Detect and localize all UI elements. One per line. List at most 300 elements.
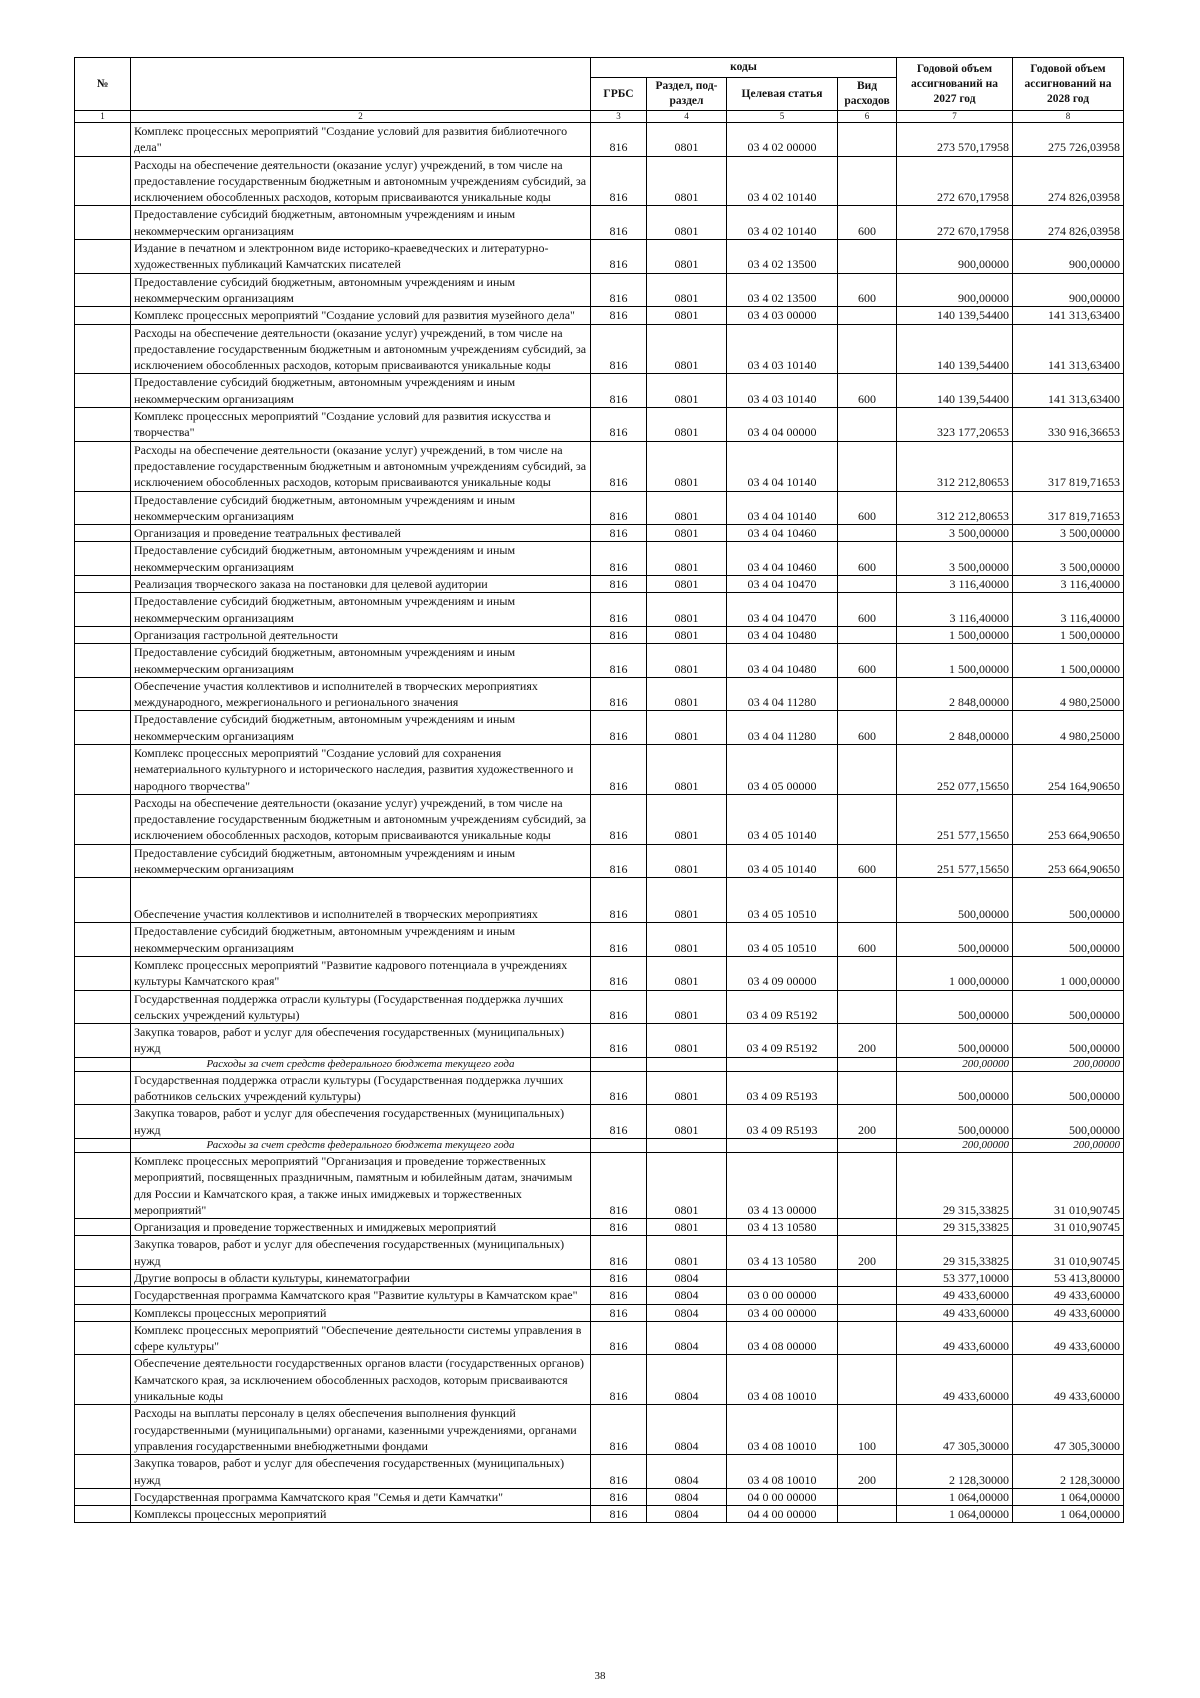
cell-description: Комплекс процессных мероприятий "Создание условий для развития библиотечного дела" [131,123,591,157]
cell-razdel: 0804 [647,1506,727,1523]
cell-target: 03 4 05 10140 [727,794,838,844]
table-row [75,206,1124,240]
cell-razdel: 0801 [647,123,727,157]
cell-target: 03 4 04 10460 [727,542,838,576]
table-row [75,626,1124,643]
cell-description: Обеспечение участия коллективов и исполнителей в творческих мероприятиях международного, межрегионального и регионального значения [131,677,591,711]
cell-target: 03 4 13 00000 [727,1152,838,1218]
cell-grbs [591,1057,647,1071]
cell-description: Организация и проведение театральных фестивалей [131,525,591,542]
cell-vid: 600 [838,491,897,525]
cell-target: 03 4 04 10140 [727,441,838,491]
cell-razdel: 0801 [647,844,727,878]
cell-number [75,1152,131,1218]
cell-target: 03 4 04 10470 [727,593,838,627]
cell-target: 03 4 02 10140 [727,156,838,206]
cell-number [75,273,131,307]
cell-razdel: 0801 [647,542,727,576]
cell-2028: 1 500,00000 [1013,644,1124,678]
cell-vid: 200 [838,1105,897,1139]
cell-target: 03 4 04 10140 [727,491,838,525]
cell-razdel: 0804 [647,1455,727,1489]
cell-grbs: 816 [591,923,647,957]
cell-razdel: 0804 [647,1270,727,1287]
cell-grbs: 816 [591,1236,647,1270]
table-row [75,1488,1124,1505]
cell-target: 03 4 09 R5192 [727,990,838,1024]
cell-description: Расходы на выплаты персоналу в целях обеспечения выполнения функций государственными (муниципальными) органами, казенными учреждениями, органами управления государственными внебюджетными фондами [131,1405,591,1455]
cell-number [75,593,131,627]
cell-2027: 1 064,00000 [897,1488,1013,1505]
table-row [75,644,1124,678]
cell-razdel: 0804 [647,1355,727,1405]
cell-2028: 500,00000 [1013,1024,1124,1058]
cell-grbs: 816 [591,1455,647,1489]
cell-number [75,644,131,678]
cell-target: 04 4 00 00000 [727,1506,838,1523]
cell-2028: 141 313,63400 [1013,324,1124,374]
table-row [75,794,1124,844]
cell-razdel: 0801 [647,273,727,307]
cell-2027: 3 500,00000 [897,542,1013,576]
cell-vid [838,1270,897,1287]
cell-2028: 31 010,90745 [1013,1219,1124,1236]
cell-2027: 49 433,60000 [897,1321,1013,1355]
cell-razdel [647,1057,727,1071]
table-row [75,240,1124,274]
cell-grbs: 816 [591,1152,647,1218]
header-number: № [75,58,131,111]
cell-2027: 140 139,54400 [897,324,1013,374]
cell-2027: 900,00000 [897,240,1013,274]
cell-2028: 47 305,30000 [1013,1405,1124,1455]
cell-vid [838,240,897,274]
cell-number [75,844,131,878]
cell-number [75,626,131,643]
cell-target: 03 4 02 10140 [727,206,838,240]
cell-2027: 500,00000 [897,1105,1013,1139]
cell-number [75,677,131,711]
cell-target: 03 0 00 00000 [727,1287,838,1304]
cell-target: 03 4 05 00000 [727,744,838,794]
header-codes-group: коды [591,58,897,78]
table-row [75,744,1124,794]
column-number-row [75,111,1124,123]
table-row [75,990,1124,1024]
cell-2027: 2 848,00000 [897,711,1013,745]
cell-target [727,1138,838,1152]
cell-grbs: 816 [591,644,647,678]
cell-description: Расходы на обеспечение деятельности (оказание услуг) учреждений, в том числе на предоставление государственным бюджетным и автономным учреждениям субсидий, за исключением обособленных расходов, которым присваиваются уникальные коды [131,794,591,844]
cell-target: 03 4 03 10140 [727,324,838,374]
cell-grbs: 816 [591,542,647,576]
cell-razdel: 0801 [647,644,727,678]
cell-2028: 500,00000 [1013,923,1124,957]
cell-number [75,1024,131,1058]
cell-target: 03 4 05 10140 [727,844,838,878]
table-row [75,878,1124,923]
cell-grbs: 816 [591,1355,647,1405]
cell-vid [838,956,897,990]
cell-razdel: 0801 [647,576,727,593]
column-number: 7 [897,111,1013,123]
cell-target: 03 4 09 R5193 [727,1105,838,1139]
header-grbs: ГРБС [591,78,647,111]
cell-grbs: 816 [591,1506,647,1523]
cell-grbs: 816 [591,273,647,307]
cell-grbs: 816 [591,677,647,711]
cell-description: Комплексы процессных мероприятий [131,1506,591,1523]
cell-2027: 252 077,15650 [897,744,1013,794]
cell-2027: 29 315,33825 [897,1152,1013,1218]
table-row [75,1024,1124,1058]
cell-razdel: 0804 [647,1304,727,1321]
cell-target: 03 4 03 00000 [727,307,838,324]
cell-vid [838,576,897,593]
cell-grbs: 816 [591,1071,647,1105]
cell-number [75,990,131,1024]
cell-vid [838,307,897,324]
cell-2027: 49 433,60000 [897,1304,1013,1321]
cell-description: Закупка товаров, работ и услуг для обеспечения государственных (муниципальных) нужд [131,1024,591,1058]
cell-2027: 251 577,15650 [897,844,1013,878]
cell-number [75,1270,131,1287]
cell-grbs: 816 [591,878,647,923]
cell-target: 03 4 05 10510 [727,878,838,923]
cell-2028: 500,00000 [1013,1105,1124,1139]
cell-vid [838,1506,897,1523]
table-row [75,1152,1124,1218]
cell-2027: 49 433,60000 [897,1287,1013,1304]
cell-target: 03 4 08 10010 [727,1355,838,1405]
cell-2028: 1 064,00000 [1013,1506,1124,1523]
cell-description: Комплекс процессных мероприятий "Обеспечение деятельности системы управления в сфере культуры" [131,1321,591,1355]
cell-grbs: 816 [591,711,647,745]
cell-2028: 253 664,90650 [1013,844,1124,878]
column-number: 4 [647,111,727,123]
cell-razdel [647,1138,727,1152]
cell-grbs: 816 [591,441,647,491]
cell-grbs: 816 [591,156,647,206]
page-number: 38 [594,1670,606,1682]
cell-grbs: 816 [591,576,647,593]
cell-razdel: 0801 [647,408,727,442]
cell-vid: 200 [838,1024,897,1058]
cell-vid [838,1138,897,1152]
cell-description: Обеспечение деятельности государственных органов власти (государственных органов) Камчатского края, за исключением обособленных расходов, которым присваиваются уникальные коды [131,1355,591,1405]
cell-2028: 49 433,60000 [1013,1321,1124,1355]
cell-number [75,525,131,542]
cell-target: 03 4 02 13500 [727,273,838,307]
cell-grbs: 816 [591,1405,647,1455]
cell-2027: 273 570,17958 [897,123,1013,157]
table-row [75,491,1124,525]
table-row [75,1105,1124,1139]
cell-description: Предоставление субсидий бюджетным, автономным учреждениям и иным некоммерческим организациям [131,374,591,408]
cell-razdel: 0801 [647,307,727,324]
cell-2028: 49 433,60000 [1013,1287,1124,1304]
cell-grbs: 816 [591,307,647,324]
cell-description: Закупка товаров, работ и услуг для обеспечения государственных (муниципальных) нужд [131,1105,591,1139]
cell-vid [838,441,897,491]
column-number: 5 [727,111,838,123]
column-number: 8 [1013,111,1124,123]
cell-2027: 312 212,80653 [897,491,1013,525]
cell-vid [838,1219,897,1236]
cell-razdel: 0801 [647,677,727,711]
header-vid: Вид расходов [838,78,897,111]
cell-description: Комплекс процессных мероприятий "Развитие кадрового потенциала в учреждениях культуры Камчатского края" [131,956,591,990]
cell-grbs: 816 [591,1270,647,1287]
cell-grbs: 816 [591,1219,647,1236]
cell-2028: 500,00000 [1013,1071,1124,1105]
cell-2028: 2 128,30000 [1013,1455,1124,1489]
table-row [75,408,1124,442]
cell-target: 03 4 04 11280 [727,677,838,711]
cell-2028: 4 980,25000 [1013,677,1124,711]
cell-grbs: 816 [591,206,647,240]
cell-vid [838,1071,897,1105]
column-number: 2 [131,111,591,123]
cell-vid [838,1488,897,1505]
cell-description: Реализация творческого заказа на постановки для целевой аудитории [131,576,591,593]
cell-2028: 500,00000 [1013,990,1124,1024]
cell-vid [838,525,897,542]
cell-razdel: 0801 [647,374,727,408]
cell-2027: 29 315,33825 [897,1236,1013,1270]
cell-description: Предоставление субсидий бюджетным, автономным учреждениям и иным некоммерческим организациям [131,491,591,525]
cell-description: Расходы за счет средств федерального бюджета текущего года [131,1138,591,1152]
cell-description: Предоставление субсидий бюджетным, автономным учреждениям и иным некоммерческим организациям [131,923,591,957]
cell-2027: 140 139,54400 [897,374,1013,408]
cell-description: Организация гастрольной деятельности [131,626,591,643]
cell-razdel: 0801 [647,1071,727,1105]
cell-vid: 600 [838,273,897,307]
cell-razdel: 0801 [647,1024,727,1058]
header-description [131,58,591,111]
cell-description: Государственная программа Камчатского края "Семья и дети Камчатки" [131,1488,591,1505]
cell-vid [838,408,897,442]
cell-number [75,1355,131,1405]
cell-number [75,1506,131,1523]
table-row [75,593,1124,627]
cell-2027: 900,00000 [897,273,1013,307]
cell-2027: 47 305,30000 [897,1405,1013,1455]
cell-2027: 49 433,60000 [897,1355,1013,1405]
cell-grbs: 816 [591,1488,647,1505]
header-razdel: Раздел, под-раздел [647,78,727,111]
cell-grbs: 816 [591,240,647,274]
cell-number [75,156,131,206]
cell-2027: 3 116,40000 [897,576,1013,593]
cell-grbs: 816 [591,374,647,408]
cell-2027: 500,00000 [897,990,1013,1024]
cell-2028: 317 819,71653 [1013,441,1124,491]
column-number: 3 [591,111,647,123]
cell-2028: 3 116,40000 [1013,593,1124,627]
cell-target: 03 4 04 10480 [727,644,838,678]
cell-2027: 500,00000 [897,1024,1013,1058]
cell-target: 03 4 04 10480 [727,626,838,643]
table-row [75,576,1124,593]
table-row [75,1355,1124,1405]
cell-vid: 600 [838,374,897,408]
cell-description: Предоставление субсидий бюджетным, автономным учреждениям и иным некоммерческим организациям [131,273,591,307]
cell-description: Комплекс процессных мероприятий "Создание условий для сохранения нематериального культурного и исторического наследия, развития художественного и народного творчества" [131,744,591,794]
cell-grbs: 816 [591,324,647,374]
cell-description: Предоставление субсидий бюджетным, автономным учреждениям и иным некоммерческим организациям [131,711,591,745]
cell-number [75,1287,131,1304]
cell-vid: 600 [838,644,897,678]
cell-target: 03 4 09 R5192 [727,1024,838,1058]
cell-2027: 53 377,10000 [897,1270,1013,1287]
cell-target: 03 4 02 13500 [727,240,838,274]
cell-description: Предоставление субсидий бюджетным, автономным учреждениям и иным некоммерческим организациям [131,542,591,576]
cell-razdel: 0801 [647,441,727,491]
cell-number [75,1304,131,1321]
cell-vid [838,677,897,711]
cell-grbs: 816 [591,626,647,643]
cell-razdel: 0801 [647,956,727,990]
cell-target: 03 4 04 00000 [727,408,838,442]
cell-number [75,1071,131,1105]
cell-number [75,307,131,324]
cell-razdel: 0801 [647,1152,727,1218]
cell-vid [838,1057,897,1071]
cell-2028: 141 313,63400 [1013,374,1124,408]
cell-description: Расходы на обеспечение деятельности (оказание услуг) учреждений, в том числе на предоставление государственным бюджетным и автономным учреждениям субсидий, за исключением обособленных расходов, которым присваиваются уникальные коды [131,441,591,491]
cell-2028: 53 413,80000 [1013,1270,1124,1287]
cell-vid: 200 [838,1455,897,1489]
cell-grbs: 816 [591,525,647,542]
cell-razdel: 0801 [647,626,727,643]
cell-vid [838,744,897,794]
cell-grbs: 816 [591,744,647,794]
cell-2028: 141 313,63400 [1013,307,1124,324]
cell-vid [838,156,897,206]
cell-2027: 1 500,00000 [897,644,1013,678]
cell-2027: 140 139,54400 [897,307,1013,324]
cell-2027: 251 577,15650 [897,794,1013,844]
budget-table [74,57,1124,1523]
cell-razdel: 0801 [647,990,727,1024]
cell-2028: 317 819,71653 [1013,491,1124,525]
cell-vid [838,1304,897,1321]
cell-target: 03 4 08 10010 [727,1455,838,1489]
cell-target: 03 4 02 00000 [727,123,838,157]
header-2028: Годовой объем ассигнований на 2028 год [1013,58,1124,111]
cell-description: Комплексы процессных мероприятий [131,1304,591,1321]
cell-description: Комплекс процессных мероприятий "Создание условий для развития музейного дела" [131,307,591,324]
cell-vid: 600 [838,206,897,240]
cell-2027: 29 315,33825 [897,1219,1013,1236]
cell-vid [838,123,897,157]
cell-description: Издание в печатном и электронном виде историко-краеведческих и литературно-художественных публикаций Камчатских писателей [131,240,591,274]
cell-grbs: 816 [591,794,647,844]
cell-number [75,956,131,990]
cell-razdel: 0801 [647,324,727,374]
table-row [75,324,1124,374]
cell-target: 03 4 03 10140 [727,374,838,408]
cell-razdel: 0801 [647,491,727,525]
cell-description: Расходы на обеспечение деятельности (оказание услуг) учреждений, в том числе на предоставление государственным бюджетным и автономным учреждениям субсидий, за исключением обособленных расходов, которым присваиваются уникальные коды [131,324,591,374]
cell-number [75,744,131,794]
table-row [75,1071,1124,1105]
cell-number [75,1455,131,1489]
cell-vid [838,1287,897,1304]
cell-grbs: 816 [591,1304,647,1321]
cell-razdel: 0804 [647,1488,727,1505]
cell-grbs: 816 [591,990,647,1024]
cell-2028: 200,00000 [1013,1057,1124,1071]
cell-razdel: 0801 [647,1236,727,1270]
table-row [75,1405,1124,1455]
cell-number [75,123,131,157]
table-row [75,1219,1124,1236]
cell-razdel: 0804 [647,1287,727,1304]
table-row [75,156,1124,206]
cell-description: Расходы на обеспечение деятельности (оказание услуг) учреждений, в том числе на предоставление государственным бюджетным и автономным учреждениям субсидий, за исключением обособленных расходов, которым присваиваются уникальные коды [131,156,591,206]
cell-target: 03 4 13 10580 [727,1219,838,1236]
cell-razdel: 0801 [647,1105,727,1139]
cell-description: Государственная поддержка отрасли культуры (Государственная поддержка лучших сельских учреждений культуры) [131,990,591,1024]
cell-number [75,1321,131,1355]
cell-target: 03 4 04 10460 [727,525,838,542]
cell-razdel: 0801 [647,923,727,957]
table-row [75,1287,1124,1304]
cell-2027: 2 128,30000 [897,1455,1013,1489]
cell-2027: 272 670,17958 [897,156,1013,206]
cell-grbs: 816 [591,491,647,525]
cell-2028: 274 826,03958 [1013,156,1124,206]
cell-vid [838,990,897,1024]
table-row [75,844,1124,878]
cell-2027: 1 064,00000 [897,1506,1013,1523]
cell-grbs: 816 [591,593,647,627]
cell-description: Обеспечение участия коллективов и исполнителей в творческих мероприятиях [131,878,591,923]
cell-grbs [591,1138,647,1152]
cell-vid [838,626,897,643]
cell-number [75,206,131,240]
cell-2028: 275 726,03958 [1013,123,1124,157]
cell-description: Государственная программа Камчатского края "Развитие культуры в Камчатском крае" [131,1287,591,1304]
cell-razdel: 0801 [647,711,727,745]
cell-target: 04 0 00 00000 [727,1488,838,1505]
cell-target [727,1057,838,1071]
table-row [75,1057,1124,1071]
cell-razdel: 0801 [647,525,727,542]
table-row [75,525,1124,542]
table-body [75,123,1124,1523]
cell-grbs: 816 [591,1321,647,1355]
cell-2028: 1 000,00000 [1013,956,1124,990]
cell-number [75,408,131,442]
cell-target: 03 4 00 00000 [727,1304,838,1321]
cell-2028: 254 164,90650 [1013,744,1124,794]
table-row [75,711,1124,745]
cell-razdel: 0801 [647,240,727,274]
cell-razdel: 0801 [647,206,727,240]
cell-number [75,576,131,593]
cell-razdel: 0801 [647,156,727,206]
cell-description: Комплекс процессных мероприятий "Организация и проведение торжественных мероприятий, посвященных праздничным, памятным и юбилейным датам, значимым для России и Камчатского края, а также иных имиджевых и торжественных мероприятий" [131,1152,591,1218]
table-row [75,923,1124,957]
table-row [75,1506,1124,1523]
table-row [75,1270,1124,1287]
cell-razdel: 0801 [647,1219,727,1236]
cell-target: 03 4 09 R5193 [727,1071,838,1105]
cell-vid: 600 [838,844,897,878]
